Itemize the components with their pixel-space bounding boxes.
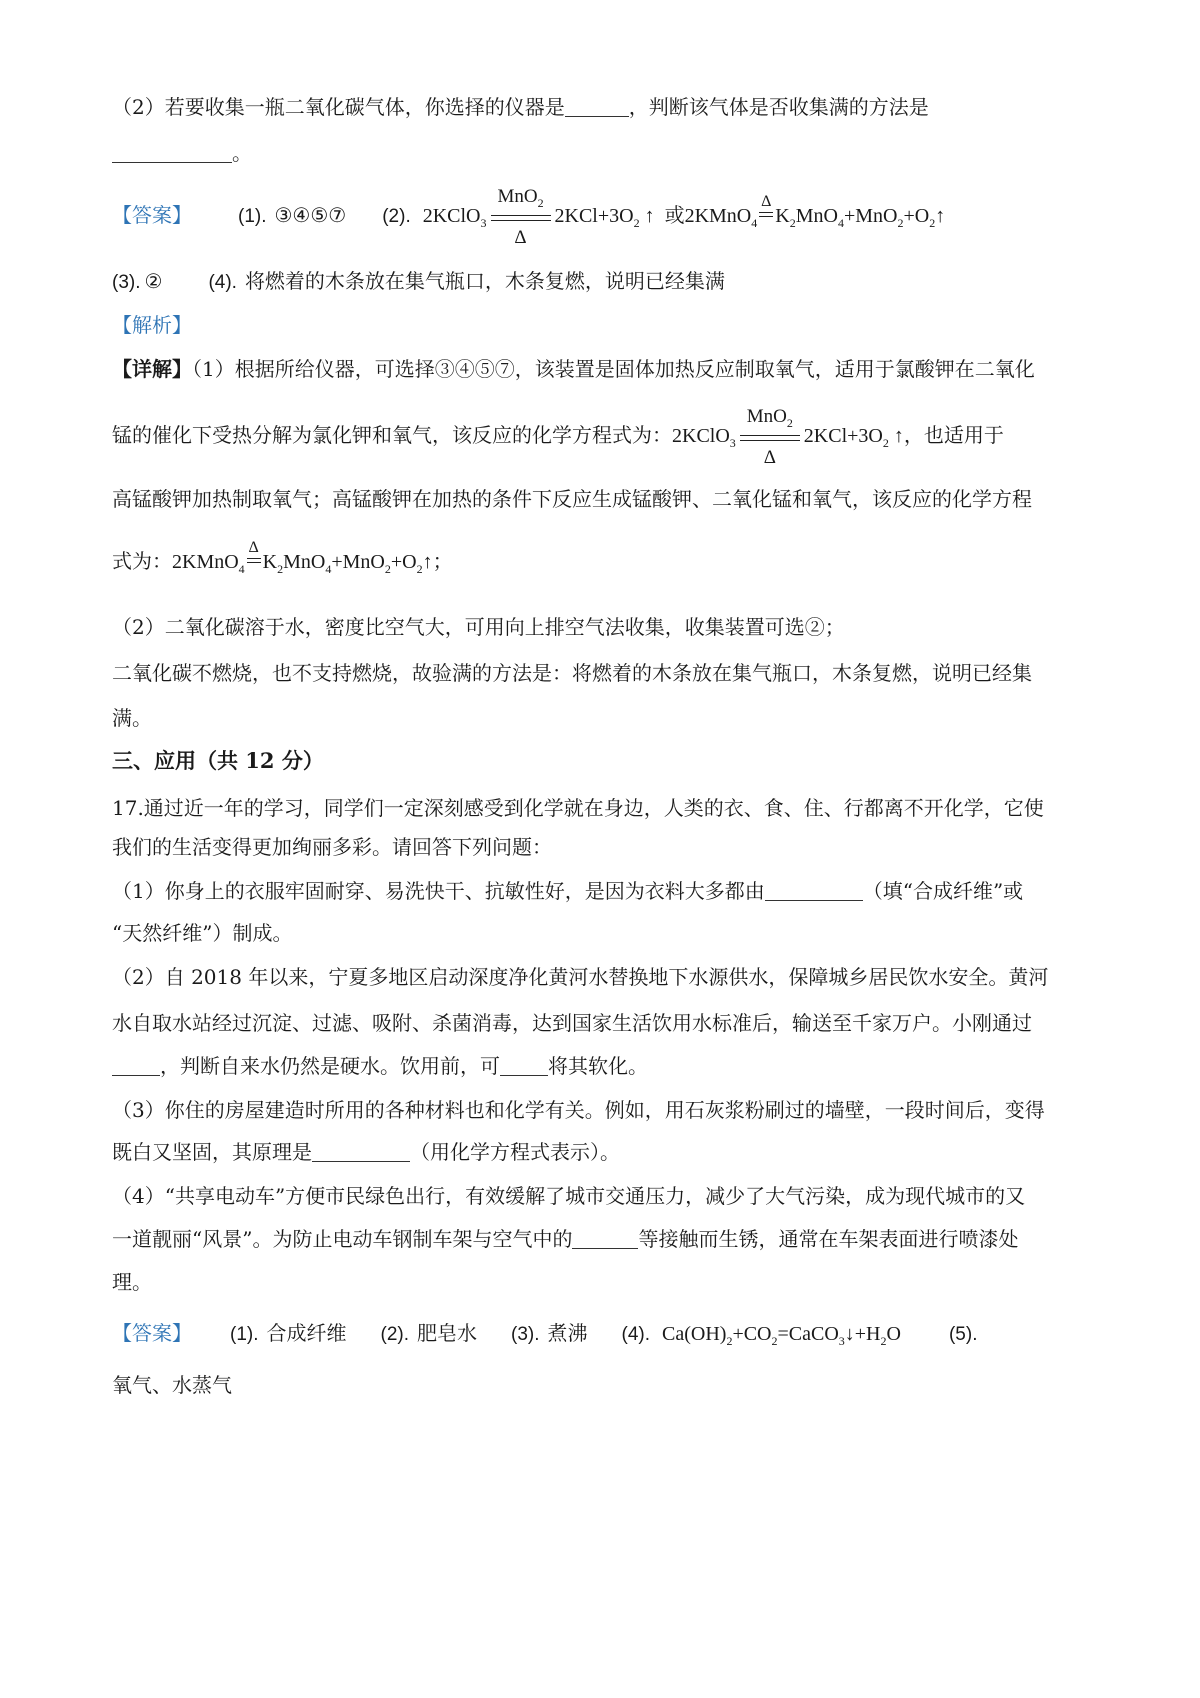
equation-term: MnO (283, 551, 326, 573)
analysis-line4 (112, 539, 453, 577)
catalyst-label: MnO (746, 406, 787, 428)
question-text: ，判断自来水仍然是硬水。饮用前，可 (160, 1054, 500, 1078)
detail-tag: 【详解】 (112, 357, 192, 381)
q17-stem-line2: 我们的生活变得更加绚丽多彩。请回答下列问题： (112, 835, 552, 859)
catalyst-label: MnO (497, 186, 538, 208)
question-text: 一道靓丽“风景”。为防止电动车钢制车架与空气中的 (112, 1227, 573, 1251)
fill-blank (765, 880, 863, 901)
q17-part3-line1: （3）你住的房屋建造时所用的各种材料也和化学有关。例如，用石灰浆粉刷过的墙壁，一段时间后，变得 (112, 1098, 1045, 1122)
equation-term: K (262, 551, 278, 573)
answer-number: (4). (208, 272, 237, 293)
equation-term: K (775, 205, 790, 227)
reaction-condition-arrow: MnO$_2$ Δ (738, 404, 802, 470)
q17-part4-line2 (112, 1224, 1018, 1254)
q17-part2-line1: （2）自 2018 年以来，宁夏多地区启动深度净化黄河水替换地下水源供水，保障城乡居民饮水安全。黄河 (112, 965, 1049, 989)
question-text: （填“合成纤维”或 (862, 879, 1024, 903)
equation-term: 2KMnO (172, 551, 239, 573)
heat-label: Δ (514, 227, 527, 249)
fill-blank (112, 1055, 160, 1076)
heat-label: Δ (761, 193, 772, 210)
question-text: （1）你身上的衣服牢固耐穿、易洗快干、抗敏性好，是因为衣料大多都由 (112, 879, 765, 903)
q17-answer-line (112, 1318, 977, 1350)
chem-equation: 2KClO$_3$ MnO$_2$ Δ $2KCl+3O_2$ ↑ (672, 406, 904, 469)
equation-term: ↓+H (844, 1323, 881, 1345)
chem-equation: 2KMnO$_4$ Δ $K_2MnO_4+MnO_2+O_2↑$ (684, 193, 946, 230)
answer-number: (4). (621, 1324, 650, 1345)
analysis-tag: 【解析】 (112, 313, 192, 337)
chem-equation: $Ca(OH)_2+CO_2=CaCO_3↓+H_2O$ (662, 1323, 901, 1348)
equation-term: 2KCl+3O (554, 205, 634, 227)
equation-term: +MnO (331, 551, 385, 573)
answer-value: ② (144, 269, 163, 293)
q16-answer-line2 (112, 266, 725, 298)
question-text: 等接触而生锈，通常在车架表面进行喷漆处 (638, 1227, 1019, 1251)
q17-part3-line2 (112, 1137, 620, 1167)
answer-number: (3). (511, 1324, 540, 1345)
answer-number: (5). (948, 1324, 978, 1345)
equation-term: =CaCO (777, 1323, 839, 1345)
answer-number: (2). (380, 1324, 409, 1345)
equation-term: 2KCl+3O (803, 425, 883, 447)
q17-part4-line1: （4）“共享电动车”方便市民绿色出行，有效缓解了城市交通压力，减少了大气污染，成为现代城市的又 (112, 1184, 1026, 1208)
equation-term: 2KClO (422, 205, 481, 227)
analysis-line1 (112, 354, 1035, 384)
analysis-text: ，也适用于 (903, 423, 1004, 447)
q17-part2-line3 (112, 1051, 648, 1081)
question-text: 将其软化。 (548, 1054, 648, 1078)
answer-number: (3). (112, 272, 141, 293)
q17-part4-line3: 理。 (112, 1270, 152, 1294)
q17-part2-line2: 水自取水站经过沉淀、过滤、吸附、杀菌消毒，达到国家生活饮用水标准后，输送至千家万户。小刚通过 (112, 1011, 1032, 1035)
equation-term: Ca(OH) (662, 1323, 727, 1345)
answer-value: 合成纤维 (266, 1321, 347, 1345)
q16-part2-text-b: ，判断该气体是否收集满的方法是 (628, 95, 929, 119)
heat-label: Δ (763, 447, 776, 469)
analysis-line6: 二氧化碳不燃烧，也不支持燃烧，故验满的方法是：将燃着的木条放在集气瓶口，木条复燃，说明已经集 (112, 661, 1032, 685)
analysis-line7: 满。 (112, 706, 152, 730)
q17-part1-line2: “天然纤维”）制成。 (112, 921, 293, 945)
question-text: 既白又坚固，其原理是 (112, 1140, 312, 1164)
reaction-condition-arrow: MnO$_2$ Δ (489, 184, 553, 250)
heat-equals-sign (758, 193, 774, 222)
equation-term: 2KClO (672, 425, 730, 447)
q16-part2-end: 。 (232, 141, 252, 165)
analysis-text: （1）根据所给仪器，可选择③④⑤⑦，该装置是固体加热反应制取氧气，适用于氯酸钾在二氧化 (192, 357, 1035, 381)
answer-value: ③④⑤⑦ (274, 203, 347, 227)
q17-part1-line1 (112, 876, 1023, 906)
question-text: （用化学方程式表示）。 (410, 1140, 620, 1164)
analysis-text: ； (432, 549, 453, 573)
equation-term: +O (903, 205, 930, 227)
equation-term: MnO (795, 205, 838, 227)
chem-equation: 2KMnO$_4$ Δ $K_2MnO_4+MnO_2+O_2↑$ (172, 539, 433, 576)
answer-value: 将燃着的木条放在集气瓶口，木条复燃，说明已经集满 (244, 269, 725, 293)
equation-term: +CO (732, 1323, 772, 1345)
answer-number: (1). (238, 206, 267, 227)
equation-term: +MnO (843, 205, 898, 227)
equation-term: O (886, 1323, 901, 1345)
heat-label: Δ (248, 539, 259, 556)
equation-term: +O (390, 551, 417, 573)
q16-part2-line2 (112, 138, 252, 168)
analysis-text: 式为： (112, 549, 172, 573)
q17-stem-line1: 17.通过近一年的学习，同学们一定深刻感受到化学就在身边，人类的衣、食、住、行都离不开化学，它使 (112, 796, 1044, 820)
answer-number: (2). (382, 206, 411, 227)
answer-tag: 【答案】 (112, 1321, 192, 1345)
section-heading: 三、应用（共 12 分） (112, 748, 324, 773)
q16-answer-line (112, 180, 945, 250)
q16-part2-text-a: （2）若要收集一瓶二氧化碳气体，你选择的仪器是 (112, 95, 565, 119)
answer-tag: 【答案】 (112, 203, 192, 227)
analysis-line3: 高锰酸钾加热制取氧气；高锰酸钾在加热的条件下反应生成锰酸钾、二氧化锰和氧气，该反应的化学方程 (112, 487, 1032, 511)
fill-blank (312, 1141, 410, 1162)
q17-answer-line2: 氧气、水蒸气 (112, 1373, 232, 1397)
equation-term: 2KMnO (684, 205, 752, 227)
analysis-text: 锰的催化下受热分解为氯化钾和氧气，该反应的化学方程式为： (112, 423, 672, 447)
fill-blank (112, 142, 232, 163)
heat-equals-sign (246, 539, 262, 568)
or-word: 或 (664, 203, 685, 227)
fill-blank (565, 96, 629, 117)
analysis-line2 (112, 400, 1004, 470)
answer-number: (1). (230, 1324, 259, 1345)
analysis-line5: （2）二氧化碳溶于水，密度比空气大，可用向上排空气法收集，收集装置可选②； (112, 615, 845, 639)
answer-value: 肥皂水 (417, 1321, 477, 1345)
fill-blank (500, 1055, 548, 1076)
fill-blank (572, 1228, 638, 1249)
chem-equation: 2KClO$_3$ MnO$_2$ Δ $2KCl+3O_2$ ↑ (422, 186, 655, 249)
q16-part2-line (112, 92, 929, 122)
answer-value: 煮沸 (547, 1321, 588, 1345)
